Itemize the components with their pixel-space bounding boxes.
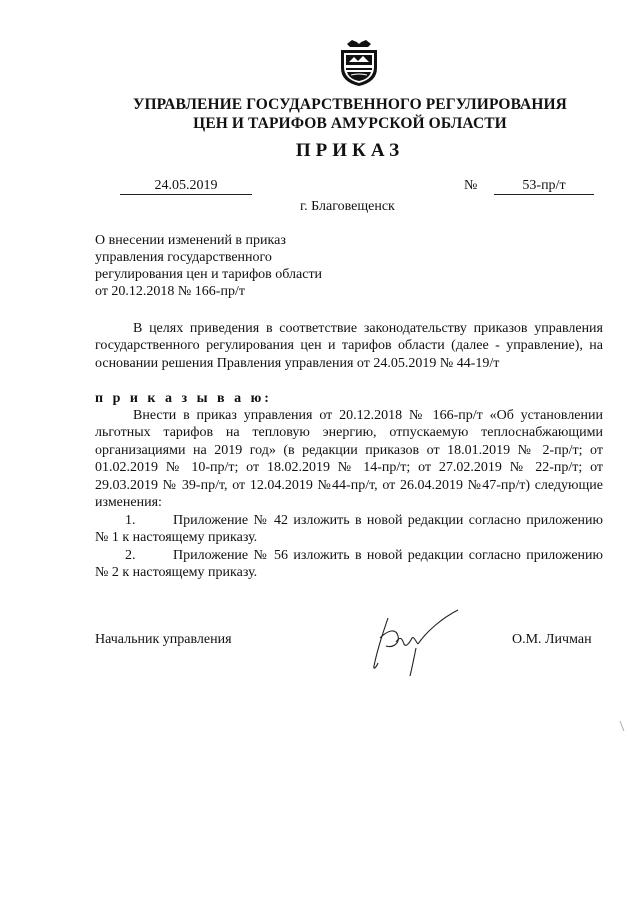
- handwritten-signature-icon: [366, 608, 466, 678]
- signer-name: О.М. Личман: [512, 632, 592, 647]
- list-item: [95, 547, 603, 582]
- subject-line: управления государственного: [95, 250, 272, 265]
- number-sign: №: [464, 178, 478, 193]
- list-item-text: Приложение № 42 изложить в новой редакции согласно приложению № 1 к настоящему приказу.: [95, 513, 603, 546]
- document-date: 24.05.2019: [120, 177, 252, 195]
- scan-artifact: [618, 720, 626, 732]
- main-paragraph: Внести в приказ управления от 20.12.2018 № 166-пр/т «Об установлении льготных тарифов на тепловую энергию, отпускаемую теплоснабжающими организациями на 2019 год» (в редакции приказов от 18.01.2019 № 2-пр/т; от 01.02.2019 № 10-пр/т; от 18.02.2019 № 14-пр/т; от 27.02.2019 № 22-пр/т; от 29.03.2019 № 39-пр/т, от 12.04.2019 №44-пр/т, от 26.04.2019 №47-пр/т) следующие изменения:: [95, 408, 603, 511]
- document-subject: [95, 232, 375, 300]
- org-name-line-1: УПРАВЛЕНИЕ ГОСУДАРСТВЕННОГО РЕГУЛИРОВАНИЯ: [133, 96, 567, 113]
- list-item-number: 1.: [125, 513, 136, 528]
- document-number: 53-пр/т: [494, 177, 594, 195]
- subject-line: О внесении изменений в приказ: [95, 233, 286, 248]
- subject-line: регулирования цен и тарифов области: [95, 267, 323, 282]
- document-type-title: ПРИКАЗ: [295, 140, 405, 161]
- list-item-number: 2.: [125, 548, 136, 563]
- subject-line: от 20.12.2018 № 166-пр/т: [95, 284, 245, 299]
- order-word: п р и к а з ы в а ю:: [95, 391, 272, 406]
- org-name-line-2: ЦЕН И ТАРИФОВ АМУРСКОЙ ОБЛАСТИ: [193, 115, 507, 132]
- preamble-paragraph: В целях приведения в соответствие законодательству приказов управления государственного регулирования цен и тарифов области (далее - управление), на основании решения Правления управления от 24.05.2019 № 44-19/т: [95, 321, 603, 371]
- list-item: [95, 512, 603, 547]
- document-city: г. Благовещенск: [300, 199, 395, 214]
- list-item-text: Приложение № 56 изложить в новой редакции согласно приложению № 2 к настоящему приказу.: [95, 548, 603, 581]
- coat-of-arms-icon: [337, 38, 381, 88]
- signer-position: Начальник управления: [95, 632, 232, 647]
